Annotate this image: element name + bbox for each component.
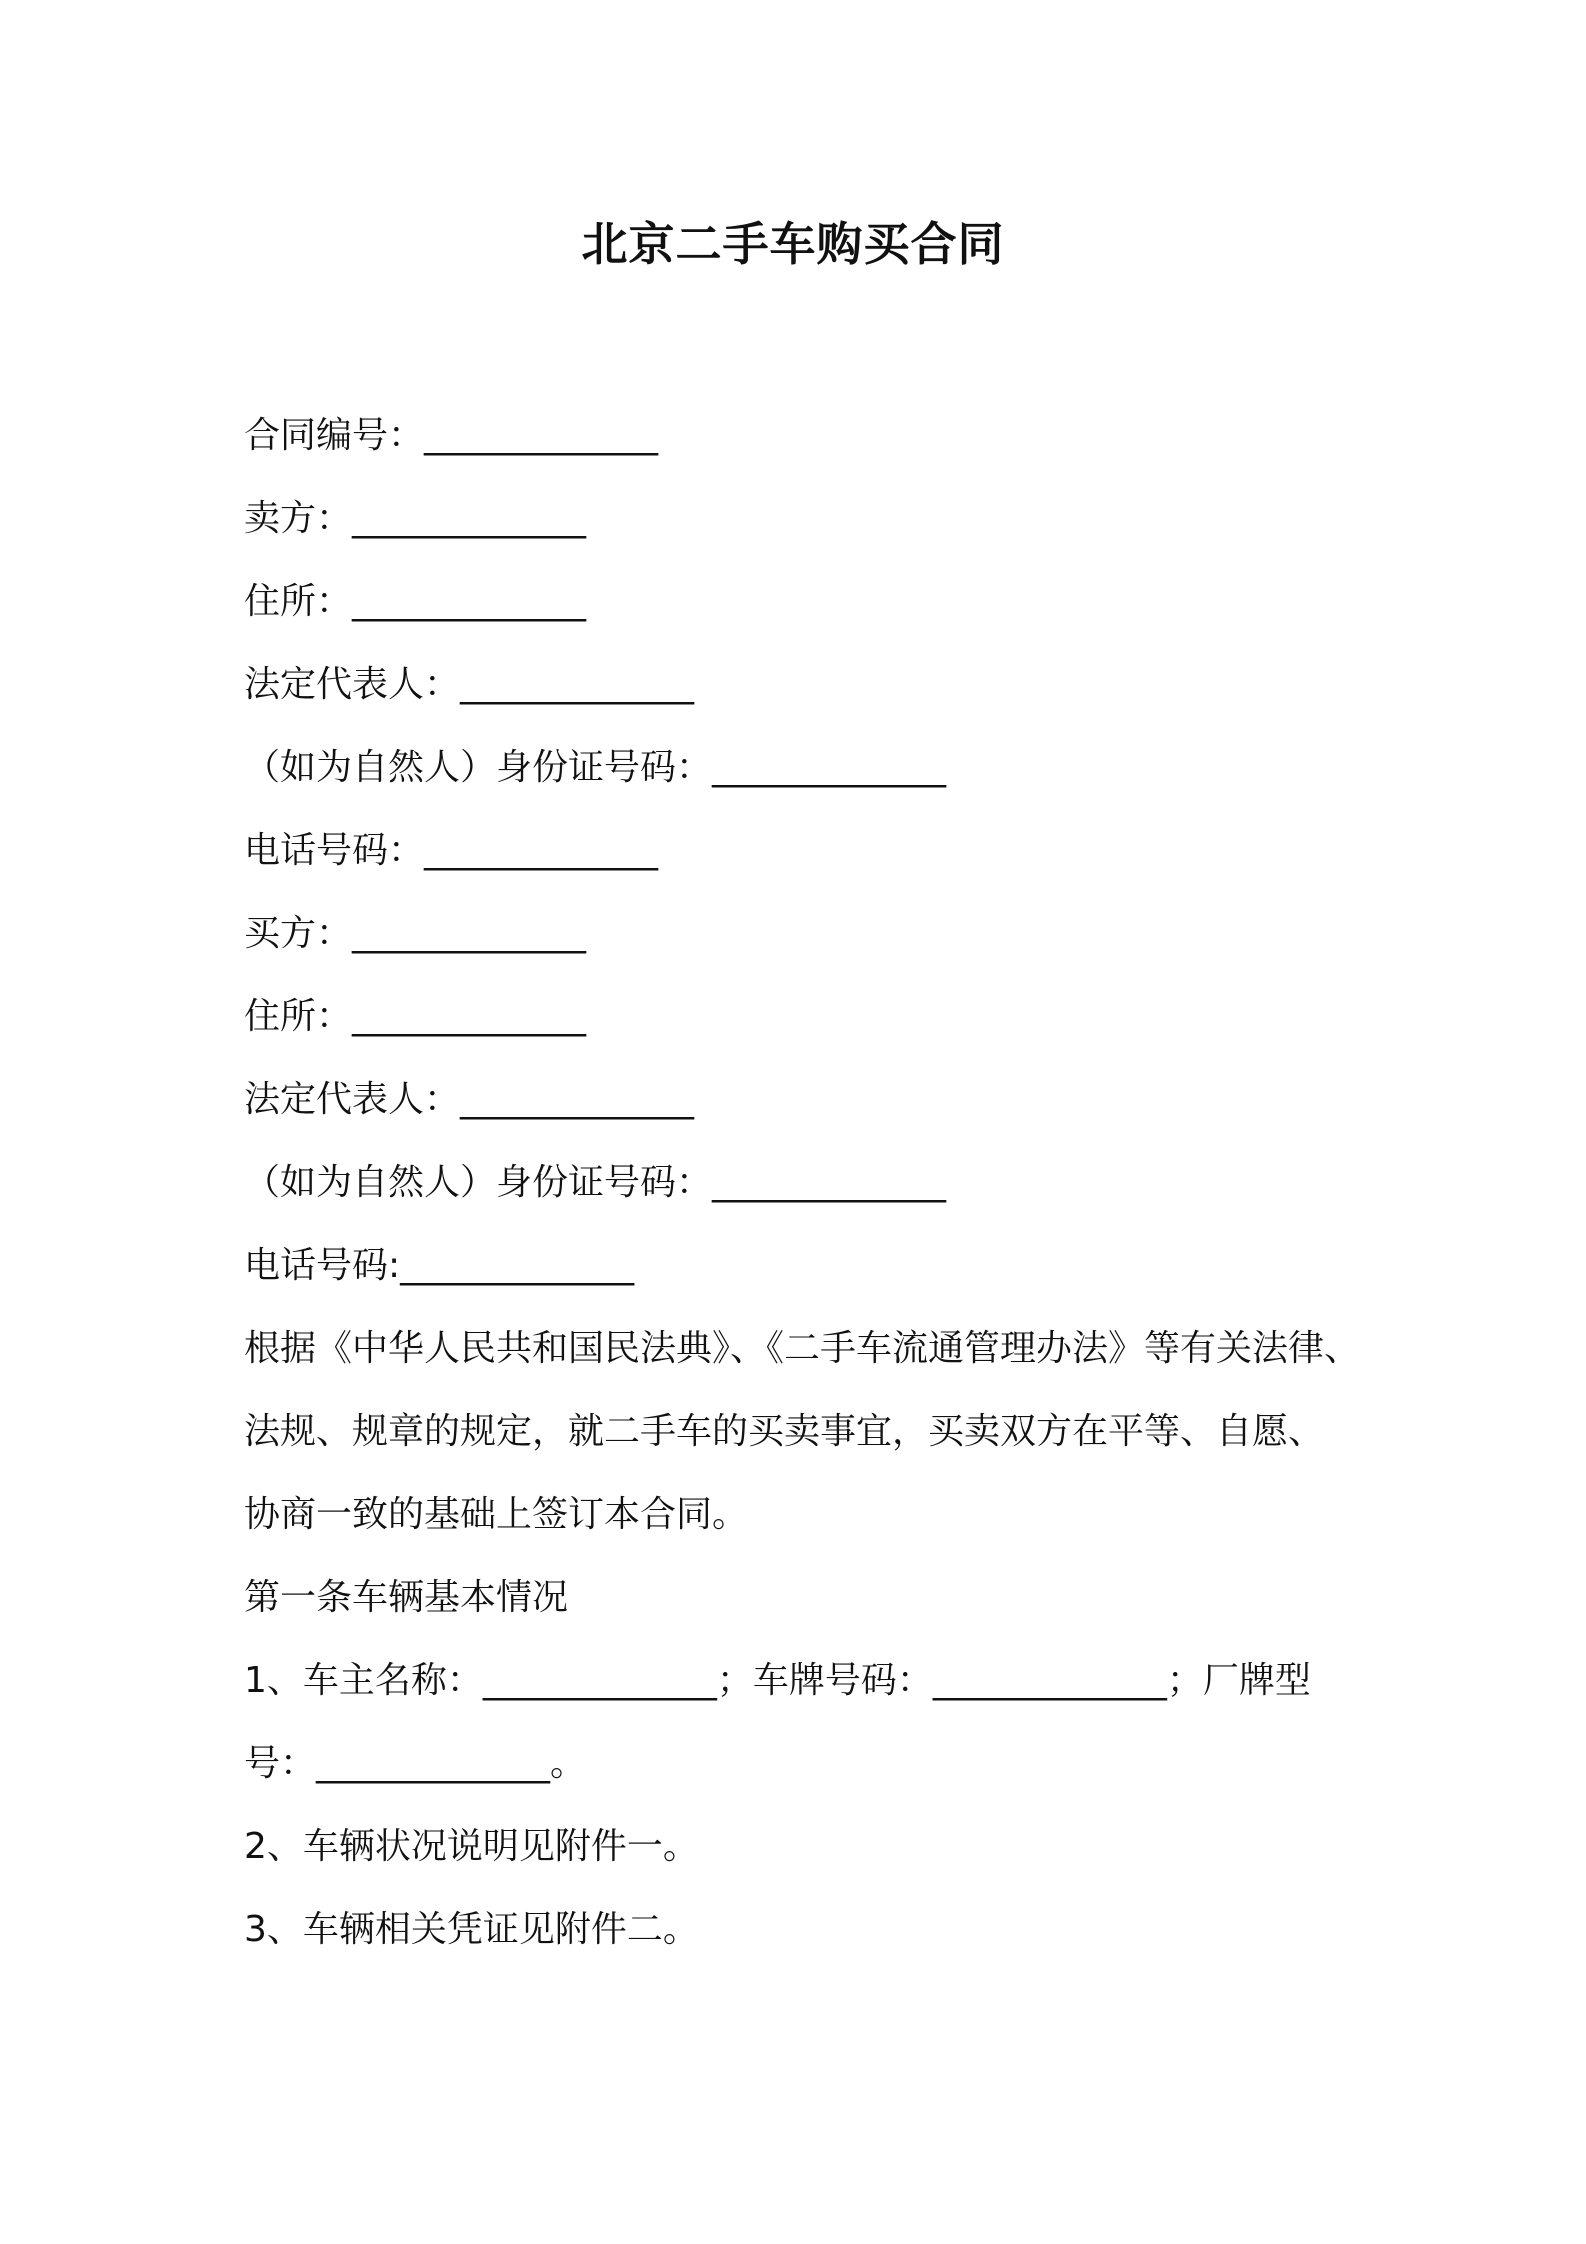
buyer-address-line: 住所：_____________ <box>244 996 587 1037</box>
seller-legal-representative-line: 法定代表人：_____________ <box>244 664 695 705</box>
vehicle-info-clause-line-2: 号：_____________。 <box>244 1743 587 1784</box>
contract-title: 北京二手车购买合同 <box>581 217 1005 271</box>
contract-number-line: 合同编号：_____________ <box>244 415 659 456</box>
vehicle-info-clause-line-1: 1、车主名称：_____________；车牌号码：_____________；厂牌型 <box>244 1660 1311 1701</box>
seller-phone-line: 电话号码：_____________ <box>244 830 659 871</box>
preamble-paragraph-line-3: 协商一致的基础上签订本合同。 <box>244 1494 749 1535</box>
article-one-heading: 第一条车辆基本情况 <box>244 1577 569 1618</box>
seller-line: 卖方：_____________ <box>244 498 587 539</box>
vehicle-condition-clause: 2、车辆状况说明见附件一。 <box>244 1826 699 1867</box>
buyer-line: 买方：_____________ <box>244 913 587 954</box>
seller-address-line: 住所：_____________ <box>244 581 587 622</box>
preamble-paragraph-line-1: 根据《中华人民共和国民法典》、《二手车流通管理办法》等有关法律、 <box>244 1328 1361 1369</box>
buyer-phone-line: 电话号码:_____________ <box>244 1245 635 1286</box>
vehicle-documents-clause: 3、车辆相关凭证见附件二。 <box>244 1909 699 1950</box>
buyer-id-number-line: （如为自然人）身份证号码：_____________ <box>244 1162 947 1203</box>
buyer-legal-representative-line: 法定代表人：_____________ <box>244 1079 695 1120</box>
seller-id-number-line: （如为自然人）身份证号码：_____________ <box>244 747 947 788</box>
contract-body <box>244 406 1364 1983</box>
preamble-paragraph-line-2: 法规、规章的规定，就二手车的买卖事宜，买卖双方在平等、自愿、 <box>244 1411 1325 1452</box>
